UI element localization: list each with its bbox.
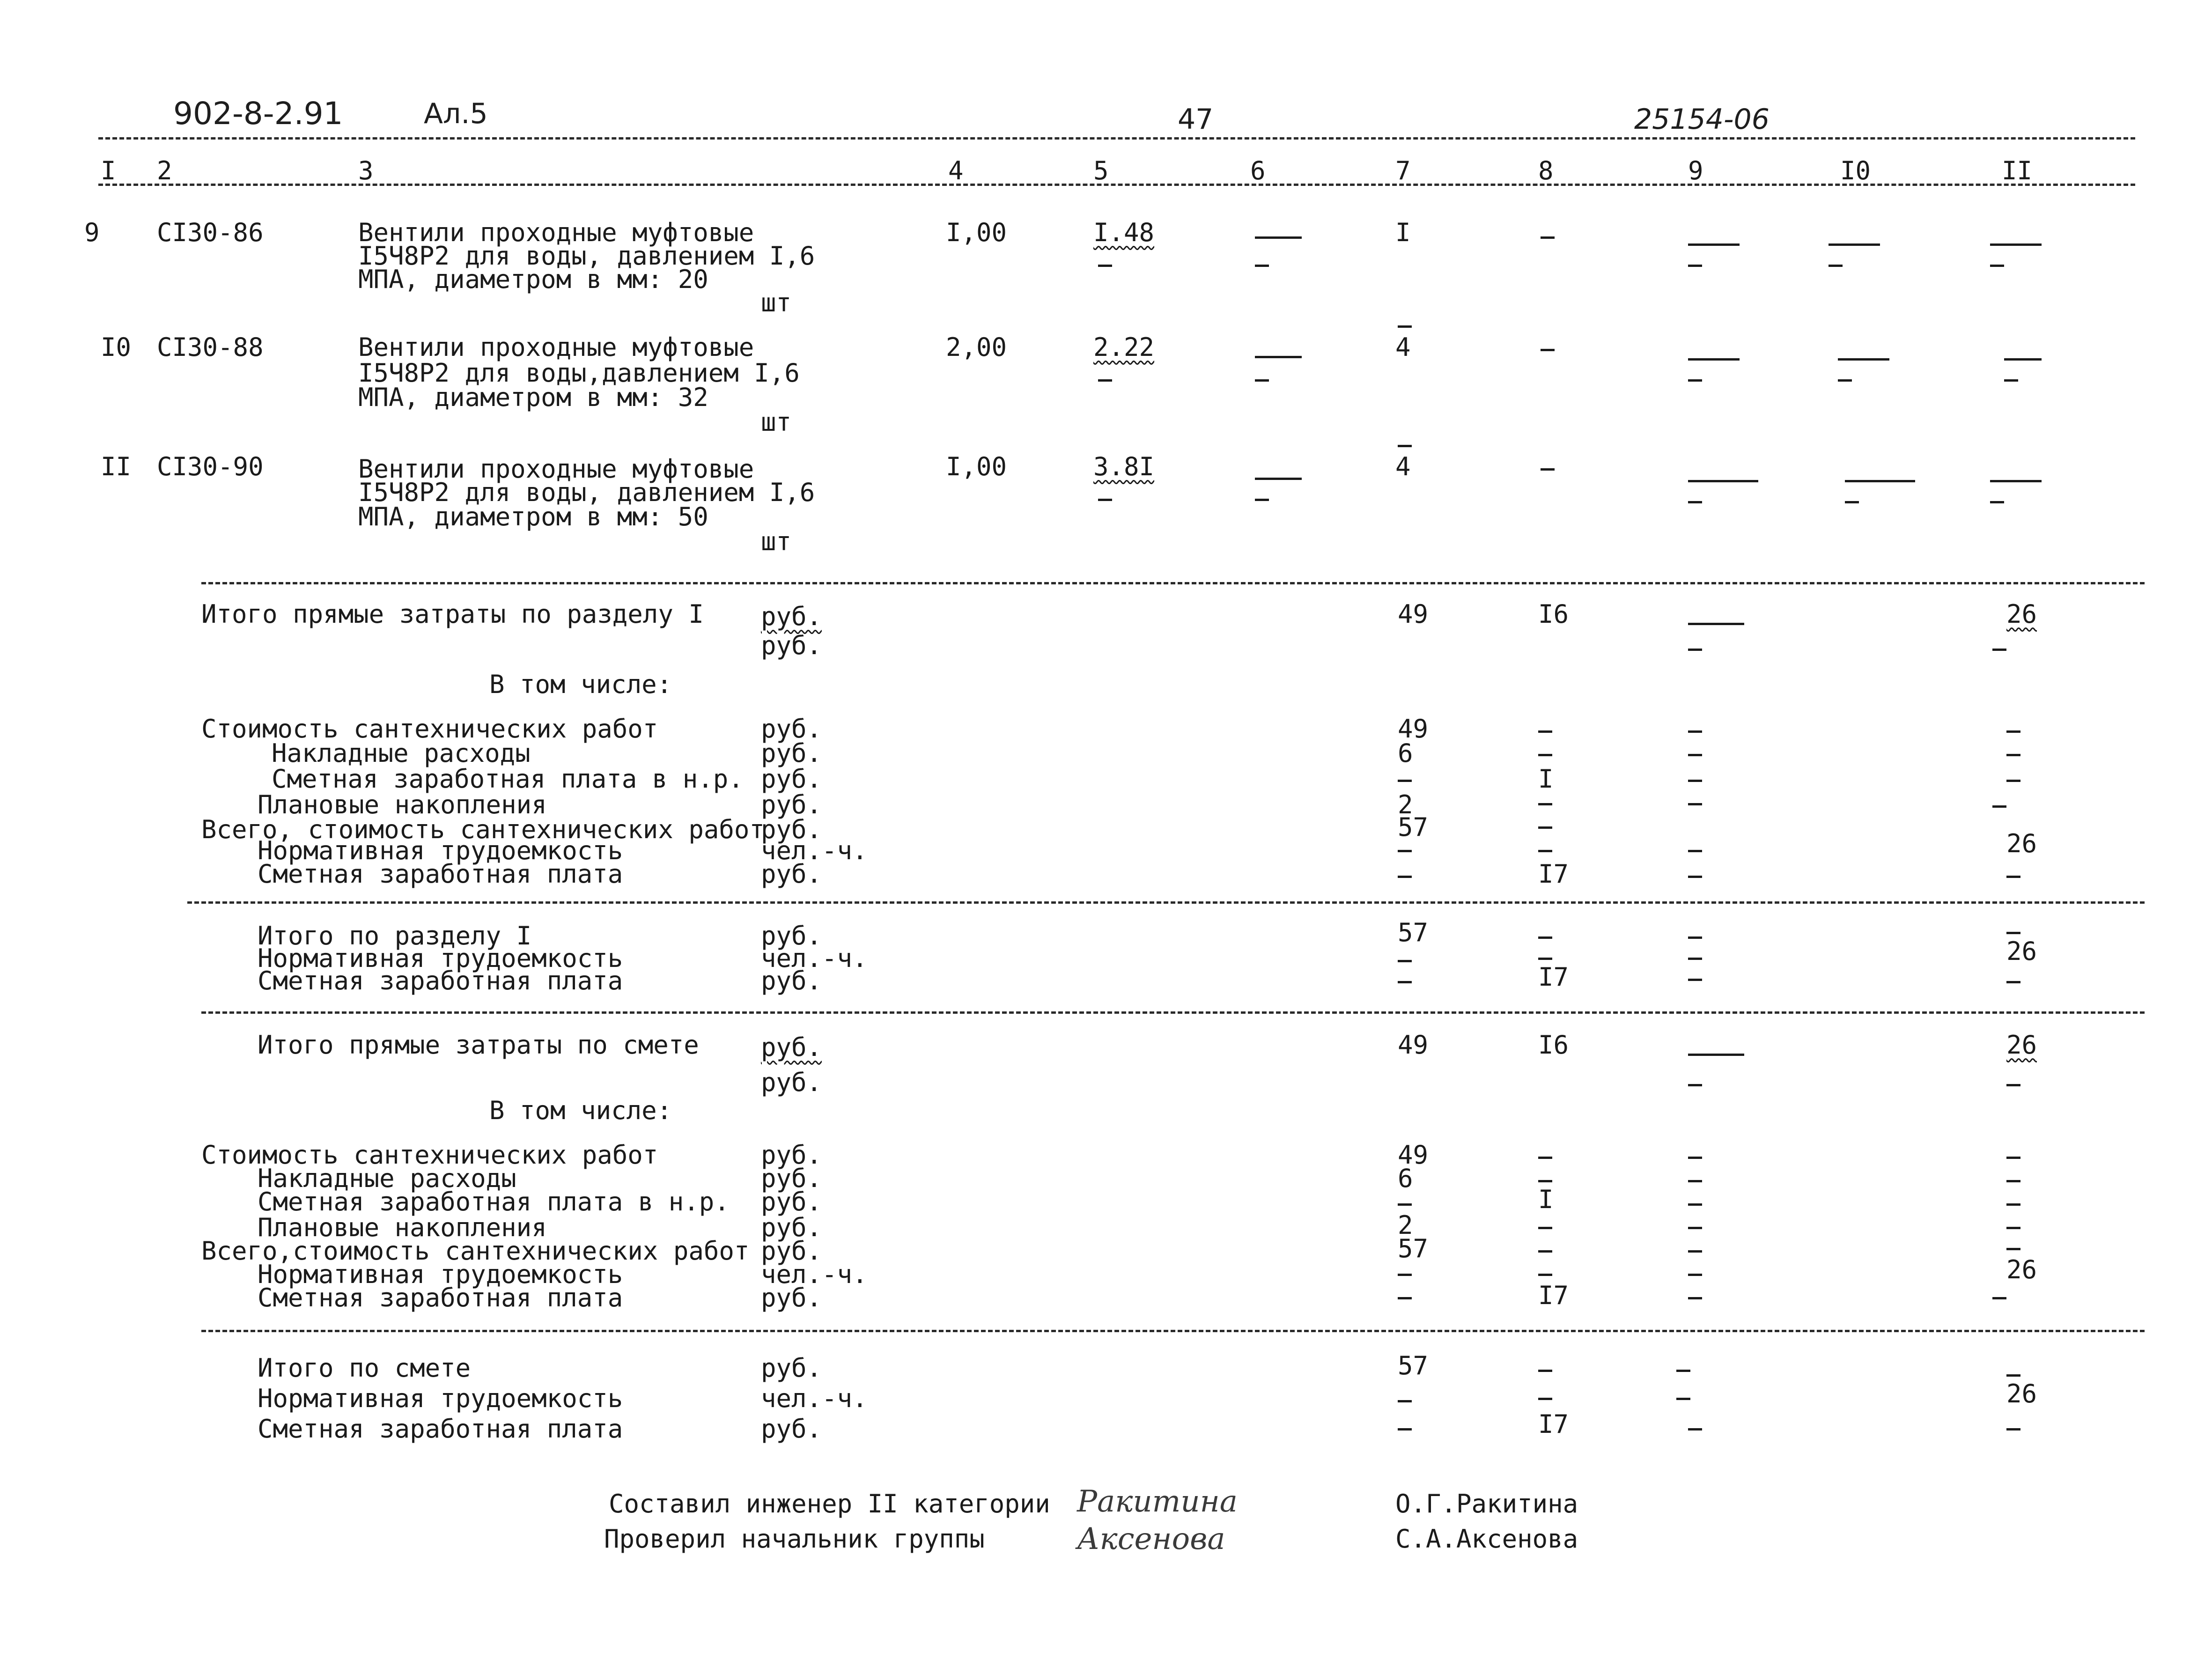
dash-mark [1688,876,1702,878]
breakdown-value-col7: 57 [1398,812,1429,842]
total-unit: руб. [761,966,822,995]
dash-mark [1990,480,2042,482]
dash-mark [1398,1297,1412,1299]
item-col7-value: 4 [1395,332,1411,362]
dash-mark [1688,803,1702,805]
breakdown-label: Сметная заработная плата в н.р. [272,764,744,794]
dash-mark [2004,358,2042,361]
summary-label: Итого прямые затраты по разделу I [201,599,704,629]
dash-mark [1676,1398,1690,1400]
dash-mark [1538,803,1552,805]
column-number: 2 [157,156,172,185]
breakdown-value-col7: 2 [1398,1210,1413,1240]
item-code: CI30-86 [157,218,264,247]
dash-mark [2006,1180,2020,1182]
dash-mark [2006,981,2020,983]
summary-value-col7: 49 [1398,599,1429,629]
dash-mark [1398,445,1412,447]
total-unit: руб. [761,921,822,951]
total-value-col8: I7 [1538,962,1569,992]
column-number: 7 [1395,156,1411,185]
item-code: CI30-88 [157,332,264,362]
total-label: Нормативная трудоемкость [258,944,623,973]
dash-mark [1992,649,2006,651]
dash-mark [1538,1157,1552,1159]
dash-mark [1688,936,1702,939]
breakdown-value-col7: 49 [1398,714,1429,744]
column-number: I [101,156,116,185]
dash-mark [1688,730,1702,733]
dash-mark [1398,780,1412,782]
item-description-line: I5Ч8Р2 для воды,давлением I,6 [358,358,800,388]
dash-mark [1098,265,1112,267]
total-value-col8: I7 [1538,1409,1569,1439]
breakdown-value-col8: I7 [1538,859,1569,889]
section-separator [201,582,2145,584]
breakdown-unit: руб. [761,1187,822,1217]
project-number: 25154-06 [1634,103,1770,136]
dash-mark [1398,1428,1412,1430]
breakdown-unit: руб. [761,1213,822,1242]
breakdown-label: Нормативная трудоемкость [258,836,623,865]
dash-mark [1398,876,1412,878]
summary-value-col11: 26 [2006,1030,2037,1060]
header-separator [98,137,2135,140]
dash-mark [1538,754,1552,756]
including-heading: В том числе: [489,670,672,699]
item-unit-price: 2.22 [1093,332,1155,362]
dash-mark [1688,1428,1702,1430]
item-col7-value: 4 [1395,452,1411,481]
dash-mark [2006,932,2020,934]
dash-mark [1688,780,1702,782]
doc-code: 902-8-2.91 [173,96,343,132]
dash-mark [1838,358,1889,361]
item-number: II [101,452,132,481]
total-label: Итого по разделу I [258,921,532,951]
dash-mark [1255,379,1269,382]
dash-mark [2006,1203,2020,1206]
total-label: Итого по смете [258,1353,471,1383]
breakdown-value-col7: 49 [1398,1140,1429,1170]
item-col7-value: I [1395,218,1411,247]
breakdown-unit: руб. [761,815,822,844]
dash-mark [1098,499,1112,501]
item-description-line: Вентили проходные муфтовые [358,332,754,362]
column-number: I0 [1840,156,1871,185]
dash-mark [1688,1084,1702,1086]
breakdown-label: Сметная заработная плата в н.р. [258,1187,730,1217]
breakdown-label: Стоимость сантехнических работ [201,1140,658,1170]
dash-mark [1688,1297,1702,1299]
dash-mark [1398,1203,1412,1206]
dash-mark [2006,780,2020,782]
dash-mark [1688,958,1702,960]
dash-mark [2006,1428,2020,1430]
item-quantity: 2,00 [946,332,1007,362]
column-number: 8 [1538,156,1554,185]
dash-mark [1541,468,1555,471]
breakdown-unit: руб. [761,1164,822,1193]
dash-mark [1398,1400,1412,1402]
dash-mark [1688,1274,1702,1276]
summary-label: Итого прямые затраты по смете [258,1030,699,1060]
dash-mark [1538,730,1552,733]
breakdown-unit: чел.-ч. [761,836,868,865]
breakdown-value-col7: 6 [1398,1164,1413,1193]
dash-mark [2004,379,2018,382]
item-description-line: I5Ч8Р2 для воды, давлением I,6 [358,478,815,507]
summary-value-col11: 26 [2006,599,2037,629]
item-description-line: МПА, диаметром в мм: 20 [358,265,708,294]
summary-value-col8: I6 [1538,599,1569,629]
breakdown-unit: руб. [761,1283,822,1312]
dash-mark [1538,1227,1552,1229]
total-unit: чел.-ч. [761,1384,868,1413]
breakdown-unit: руб. [761,790,822,819]
dash-mark [1688,623,1744,625]
dash-mark [1541,349,1555,351]
total-value-col7: 57 [1398,918,1429,947]
item-description-line: Вентили проходные муфтовые [358,454,754,484]
dash-mark [1845,501,1859,503]
total-value-col11: 26 [2006,1379,2037,1408]
dash-mark [1688,1227,1702,1229]
dash-mark [2006,1374,2020,1377]
dash-mark [1398,960,1412,962]
dash-mark [1098,379,1112,382]
breakdown-label: Сметная заработная плата [258,859,623,889]
breakdown-value-col7: 2 [1398,790,1413,819]
column-number: 4 [948,156,964,185]
dash-mark [2006,1248,2020,1250]
dash-mark [1992,805,2006,808]
item-description-line: МПА, диаметром в мм: 50 [358,502,708,531]
item-description-line: МПА, диаметром в мм: 32 [358,383,708,412]
dash-mark [1688,265,1702,267]
total-label: Сметная заработная плата [258,966,623,995]
checked-signature: Аксенова [1077,1522,1225,1556]
dash-mark [1688,754,1702,756]
dash-mark [1688,1180,1702,1182]
item-code: CI30-90 [157,452,264,481]
breakdown-unit: руб. [761,1140,822,1170]
breakdown-value-col8: I7 [1538,1281,1569,1310]
checked-by-label: Проверил начальник группы [604,1524,985,1554]
item-description-line: Вентили проходные муфтовые [358,218,754,247]
summary-unit: руб. [761,602,822,631]
dash-mark [2006,1084,2020,1086]
dash-mark [1398,981,1412,983]
dash-mark [1398,850,1412,852]
item-unit: шт [761,288,792,317]
breakdown-label: Всего,стоимость сантехнических работ [201,1236,750,1266]
dash-mark [1255,236,1302,239]
dash-mark [1688,501,1702,503]
total-unit: чел.-ч. [761,944,868,973]
dash-mark [1538,1180,1552,1182]
breakdown-unit: руб. [761,714,822,744]
item-quantity: I,00 [946,452,1007,481]
summary-unit: руб. [761,1032,822,1062]
section-separator [187,901,2145,904]
dash-mark [2006,754,2020,756]
dash-mark [1990,265,2004,267]
total-unit: руб. [761,1414,822,1444]
breakdown-value-col11: 26 [2006,829,2037,858]
breakdown-label: Стоимость сантехнических работ [201,714,658,744]
compiled-by-name: О.Г.Ракитина [1395,1489,1578,1519]
item-number: I0 [101,332,132,362]
column-number: 5 [1093,156,1109,185]
checked-by-name: С.А.Аксенова [1395,1524,1578,1554]
breakdown-value-col7: 57 [1398,1234,1429,1263]
total-unit: руб. [761,1353,822,1383]
section-separator [201,1011,2145,1014]
dash-mark [1688,379,1702,382]
dash-mark [2006,876,2020,878]
dash-mark [1688,1054,1744,1056]
album-number: Ал.5 [424,97,488,130]
dash-mark [1538,936,1552,939]
breakdown-unit: руб. [761,859,822,889]
column-number: 6 [1250,156,1266,185]
total-value-col11: 26 [2006,936,2037,966]
breakdown-label: Накладные расходы [272,738,531,768]
compiled-by-label: Составил инженер II категории [609,1489,1050,1519]
dash-mark [1688,1203,1702,1206]
dash-mark [1538,850,1552,852]
dash-mark [1990,243,2042,246]
dash-mark [2006,730,2020,733]
dash-mark [1688,850,1702,852]
dash-mark [1255,478,1302,480]
column-number: II [2002,156,2033,185]
breakdown-unit: руб. [761,1236,822,1266]
dash-mark [1992,1297,2006,1299]
dash-mark [1538,826,1552,829]
column-row-separator [98,184,2135,186]
dash-mark [1541,236,1555,239]
dash-mark [1538,1250,1552,1253]
column-number: 3 [358,156,374,185]
breakdown-label: Плановые накопления [258,1213,547,1242]
dash-mark [1838,379,1852,382]
dash-mark [1688,480,1758,482]
dash-mark [1676,1370,1690,1372]
breakdown-label: Сметная заработная плата [258,1283,623,1312]
item-unit: шт [761,407,792,437]
breakdown-value-col8: I [1538,1185,1554,1214]
dash-mark [2006,1227,2020,1229]
section-separator [201,1330,2145,1332]
dash-mark [1845,480,1915,482]
dash-mark [1688,243,1740,246]
dash-mark [1398,325,1412,328]
item-description-line: I5Ч8Р2 для воды, давлением I,6 [358,241,815,271]
total-value-col7: 57 [1398,1351,1429,1380]
dash-mark [1688,1157,1702,1159]
item-unit-price: 3.8I [1093,452,1155,481]
dash-mark [1688,979,1702,981]
breakdown-unit: руб. [761,738,822,768]
summary-unit: руб. [761,1068,822,1097]
breakdown-label: Плановые накопления [258,790,547,819]
total-label: Нормативная трудоемкость [258,1384,623,1413]
item-quantity: I,00 [946,218,1007,247]
page-number: 47 [1178,103,1214,136]
dash-mark [1688,649,1702,651]
summary-unit: руб. [761,631,822,660]
item-number: 9 [84,218,100,247]
compiled-signature: Ракитина [1077,1484,1238,1519]
breakdown-label: Накладные расходы [258,1164,516,1193]
breakdown-unit: чел.-ч. [761,1260,868,1289]
breakdown-value-col8: I [1538,764,1554,794]
dash-mark [1829,243,1880,246]
dash-mark [1255,499,1269,501]
including-heading: В том числе: [489,1096,672,1125]
item-unit: шт [761,527,792,556]
breakdown-value-col7: 6 [1398,738,1413,768]
dash-mark [1990,501,2004,503]
dash-mark [2006,1157,2020,1159]
breakdown-value-col11: 26 [2006,1255,2037,1284]
total-label: Сметная заработная плата [258,1414,623,1444]
dash-mark [1255,356,1302,358]
item-unit-price: I.48 [1093,218,1155,247]
dash-mark [1538,1370,1552,1372]
dash-mark [1255,265,1269,267]
dash-mark [1688,1250,1702,1253]
column-number: 9 [1688,156,1703,185]
summary-value-col8: I6 [1538,1030,1569,1060]
dash-mark [1538,958,1552,960]
breakdown-label: Нормативная трудоемкость [258,1260,623,1289]
breakdown-unit: руб. [761,764,822,794]
dash-mark [1538,1274,1552,1276]
dash-mark [1398,1274,1412,1276]
breakdown-label: Всего, стоимость сантехнических работ [201,815,765,844]
dash-mark [1538,1398,1552,1400]
summary-value-col7: 49 [1398,1030,1429,1060]
dash-mark [1829,265,1843,267]
dash-mark [1688,358,1740,361]
